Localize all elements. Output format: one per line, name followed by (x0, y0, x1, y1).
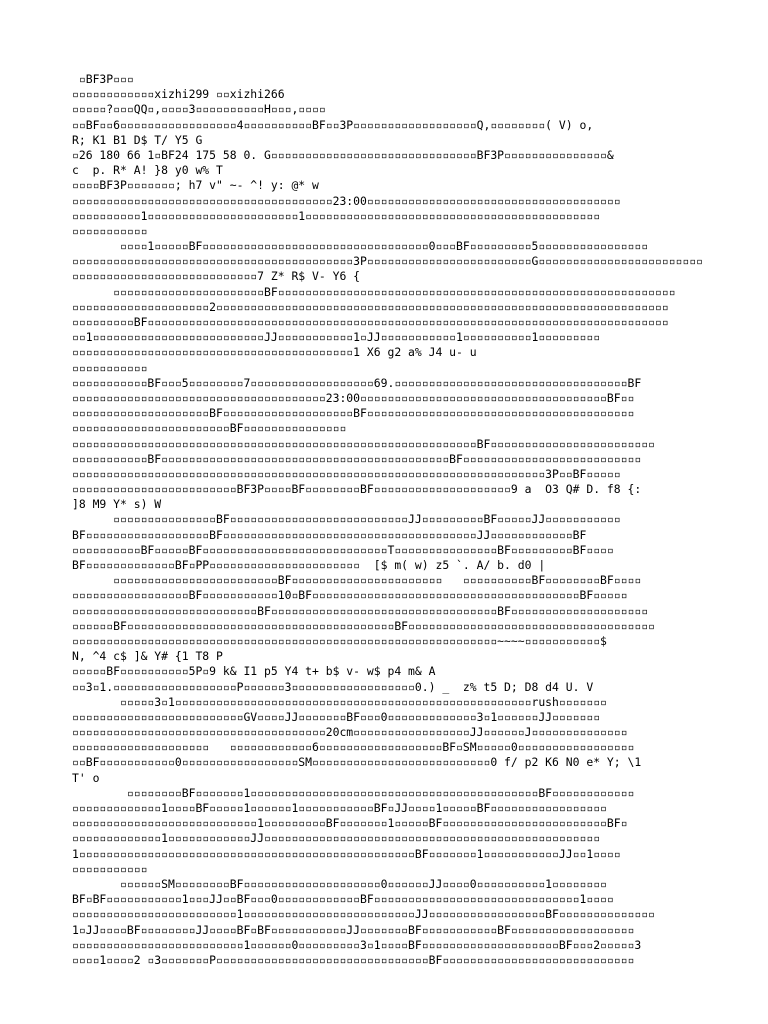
text-line: ▫▫▫▫▫▫▫▫▫▫▫▫▫▫▫▫▫▫▫▫▫▫▫▫▫▫▫▫▫▫▫▫▫▫▫▫▫▫23:00▫▫▫▫▫▫▫▫▫▫▫▫▫▫▫▫▫▫▫▫▫▫▫▫▫▫▫▫▫▫▫▫▫▫▫▫▫ (72, 193, 621, 208)
text-line: BF▫▫▫▫▫▫▫▫▫▫▫▫▫▫▫▫▫▫BF▫▫▫▫▫▫▫▫▫▫▫▫▫▫▫▫▫▫▫▫▫▫▫▫▫▫▫▫▫▫▫▫▫▫▫▫▫JJ▫▫▫▫▫▫▫▫▫▫▫▫BF (72, 527, 587, 542)
text-line: ▫▫▫▫▫▫▫▫▫▫▫▫▫▫▫▫▫▫▫▫▫▫▫▫▫▫▫▫▫▫▫▫▫▫▫▫▫▫▫▫▫▫▫▫▫▫▫▫▫▫▫▫▫▫▫▫▫▫▫▫▫▫~~~~▫▫▫▫▫▫▫▫▫▫▫$ (72, 633, 607, 648)
text-line: ▫▫▫▫▫▫▫▫▫▫▫▫▫▫▫▫▫▫▫▫▫▫▫▫BF3P▫▫▫▫BF▫▫▫▫▫▫▫▫BF▫▫▫▫▫▫▫▫▫▫▫▫▫▫▫▫▫▫▫▫9 a O3 Q# D. f8 {: (72, 482, 642, 497)
text-line: ▫▫BF▫▫▫▫▫▫▫▫▫▫▫0▫▫▫▫▫▫▫▫▫▫▫▫▫▫▫▫▫SM▫▫▫▫▫▫▫▫▫▫▫▫▫▫▫▫▫▫▫▫▫▫▫▫▫▫0 f/ p2 K6 N0 e* Y; \1 (72, 755, 642, 770)
text-line: ▫▫▫▫▫▫▫▫▫▫▫▫▫▫▫▫▫▫▫▫▫▫▫▫▫▫▫1▫▫▫▫▫▫▫▫▫BF▫▫▫▫▫▫▫1▫▫▫▫▫BF▫▫▫▫▫▫▫▫▫▫▫▫▫▫▫▫▫▫▫▫▫▫▫▫BF▫ (72, 816, 628, 831)
text-line: ▫▫▫▫▫▫▫▫▫▫▫ (72, 360, 148, 375)
document-page (72, 72, 712, 968)
text-line: ▫▫▫▫▫▫▫▫▫▫▫▫▫▫▫▫▫▫▫▫▫▫▫▫▫1▫▫▫▫▫▫0▫▫▫▫▫▫▫▫▫3▫1▫▫▫▫BF▫▫▫▫▫▫▫▫▫▫▫▫▫▫▫▫▫▫▫▫BF▫▫▫2▫▫▫▫▫3 (72, 937, 642, 952)
text-line: ▫▫▫▫▫▫▫▫▫▫▫▫▫▫▫▫▫▫▫▫▫▫▫BF▫▫▫▫▫▫▫▫▫▫▫▫▫▫▫ (72, 421, 347, 436)
text-line: ▫▫▫▫BF3P▫▫▫▫▫▫▫; h7 v" ~- ^! y: @* w (72, 178, 319, 193)
text-line: ▫▫▫▫▫▫▫▫▫▫▫▫▫▫▫▫▫▫▫▫▫▫▫▫1▫▫▫▫▫▫▫▫▫▫▫▫▫▫▫▫▫▫▫▫▫▫▫▫▫JJ▫▫▫▫▫▫▫▫▫▫▫▫▫▫▫▫▫BF▫▫▫▫▫▫▫▫▫▫▫▫▫▫ (72, 907, 655, 922)
text-line: ▫26 180 66 1▫BF24 175 58 0. G▫▫▫▫▫▫▫▫▫▫▫▫▫▫▫▫▫▫▫▫▫▫▫▫▫▫▫▫▫▫BF3P▫▫▫▫▫▫▫▫▫▫▫▫▫▫▫& (72, 147, 614, 162)
text-line: ▫▫▫▫▫3▫1▫▫▫▫▫▫▫▫▫▫▫▫▫▫▫▫▫▫▫▫▫▫▫▫▫▫▫▫▫▫▫▫▫▫▫▫▫▫▫▫▫▫▫▫▫▫▫▫▫▫▫▫rush▫▫▫▫▫▫▫ (72, 694, 607, 709)
text-line: ▫▫▫▫▫▫▫▫▫▫▫▫▫▫▫▫▫▫▫▫2▫▫▫▫▫▫▫▫▫▫▫▫▫▫▫▫▫▫▫▫▫▫▫▫▫▫▫▫▫▫▫▫▫▫▫▫▫▫▫▫▫▫▫▫▫▫▫▫▫▫▫▫▫▫▫▫▫▫▫▫▫▫▫▫▫▫ (72, 299, 669, 314)
text-line: 1▫▫▫▫▫▫▫▫▫▫▫▫▫▫▫▫▫▫▫▫▫▫▫▫▫▫▫▫▫▫▫▫▫▫▫▫▫▫▫▫▫▫▫▫▫▫▫▫▫BF▫▫▫▫▫▫▫1▫▫▫▫▫▫▫▫▫▫▫JJ▫▫1▫▫▫▫ (72, 846, 621, 861)
text-line: ▫▫▫▫1▫▫▫▫▫BF▫▫▫▫▫▫▫▫▫▫▫▫▫▫▫▫▫▫▫▫▫▫▫▫▫▫▫▫▫▫▫▫▫0▫▫▫BF▫▫▫▫▫▫▫▫▫5▫▫▫▫▫▫▫▫▫▫▫▫▫▫▫▫ (72, 239, 649, 254)
text-line: ▫▫▫▫▫▫▫▫▫▫▫▫▫▫▫▫▫▫▫▫▫▫▫▫▫▫▫▫▫▫▫▫▫▫▫▫▫20cm▫▫▫▫▫▫▫▫▫▫▫▫▫▫▫▫▫JJ▫▫▫▫▫▫J▫▫▫▫▫▫▫▫▫▫▫▫▫▫ (72, 725, 628, 740)
text-line: ▫▫▫▫1▫▫▫▫2 ▫3▫▫▫▫▫▫▫P▫▫▫▫▫▫▫▫▫▫▫▫▫▫▫▫▫▫▫▫▫▫▫▫▫▫▫▫▫▫▫BF▫▫▫▫▫▫▫▫▫▫▫▫▫▫▫▫▫▫▫▫▫▫▫▫▫▫▫▫ (72, 952, 635, 967)
text-line: ▫▫▫▫▫▫▫▫▫▫▫BF▫▫▫▫▫▫▫▫▫▫▫▫▫▫▫▫▫▫▫▫▫▫▫▫▫▫▫▫▫▫▫▫▫▫▫▫▫▫▫▫▫▫BF▫▫▫▫▫▫▫▫▫▫▫▫▫▫▫▫▫▫▫▫▫▫▫▫▫▫ (72, 451, 642, 466)
text-line: ▫▫▫▫▫▫▫▫▫▫▫▫▫▫▫BF▫▫▫▫▫▫▫▫▫▫▫▫▫▫▫▫▫▫▫▫▫▫▫▫▫▫JJ▫▫▫▫▫▫▫▫▫BF▫▫▫▫▫JJ▫▫▫▫▫▫▫▫▫▫▫ (72, 512, 621, 527)
text-line: ▫▫▫▫▫▫▫▫▫▫▫▫▫▫▫▫▫▫▫▫▫▫▫▫▫▫▫BF▫▫▫▫▫▫▫▫▫▫▫▫▫▫▫▫▫▫▫▫▫▫▫▫▫▫▫▫▫▫▫▫▫BF▫▫▫▫▫▫▫▫▫▫▫▫▫▫▫▫▫▫▫▫ (72, 603, 649, 618)
text-line: ▫▫▫▫▫▫▫▫▫▫▫▫▫▫▫▫▫BF▫▫▫▫▫▫▫▫▫▫▫10▫BF▫▫▫▫▫▫▫▫▫▫▫▫▫▫▫▫▫▫▫▫▫▫▫▫▫▫▫▫▫▫▫▫▫▫▫▫▫▫▫BF▫▫▫▫▫ (72, 588, 628, 603)
text-line: ▫▫▫▫▫▫▫▫▫▫▫▫▫▫▫▫▫▫▫▫▫▫▫▫▫▫▫▫▫▫▫▫▫▫▫▫▫23:00▫▫▫▫▫▫▫▫▫▫▫▫▫▫▫▫▫▫▫▫▫▫▫▫▫▫▫▫▫▫▫▫▫▫▫▫BF▫▫ (72, 390, 635, 405)
text-line: ▫▫▫▫▫▫▫▫▫▫▫▫▫▫▫▫▫▫▫▫▫▫▫▫▫▫▫7 Z* R$ V- Y6 { (72, 269, 361, 284)
text-line: ▫▫1▫▫▫▫▫▫▫▫▫▫▫▫▫▫▫▫▫▫▫▫▫▫▫▫▫JJ▫▫▫▫▫▫▫▫▫▫▫1▫JJ▫▫▫▫▫▫▫▫▫▫▫1▫▫▫▫▫▫▫▫▫▫1▫▫▫▫▫▫▫▫▫ (72, 330, 601, 345)
text-line: ▫▫▫▫▫▫▫▫▫▫▫ (72, 223, 148, 238)
text-line: ▫▫▫▫▫▫▫▫▫▫▫▫▫▫▫▫▫▫▫▫BF▫▫▫▫▫▫▫▫▫▫▫▫▫▫▫▫▫▫▫BF▫▫▫▫▫▫▫▫▫▫▫▫▫▫▫▫▫▫▫▫▫▫▫▫▫▫▫▫▫▫▫▫▫▫▫▫▫▫▫ (72, 406, 635, 421)
text-line: ▫▫▫▫▫▫▫▫▫▫▫ (72, 861, 148, 876)
text-line: ▫▫3▫1.▫▫▫▫▫▫▫▫▫▫▫▫▫▫▫▫▫▫P▫▫▫▫▫▫3▫▫▫▫▫▫▫▫▫▫▫▫▫▫▫▫▫▫0.) _ z% t5 D; D8 d4 U. V (72, 679, 594, 694)
text-line: ]8 M9 Y* s) W (72, 497, 162, 512)
text-line: ▫▫▫▫▫▫▫▫▫▫▫▫▫1▫▫▫▫BF▫▫▫▫▫1▫▫▫▫▫▫1▫▫▫▫▫▫▫▫▫▫▫BF▫JJ▫▫▫▫1▫▫▫▫▫BF▫▫▫▫▫▫▫▫▫▫▫▫▫▫▫▫▫ (72, 801, 607, 815)
text-line: ▫▫BF▫▫6▫▫▫▫▫▫▫▫▫▫▫▫▫▫▫▫▫4▫▫▫▫▫▫▫▫▫▫BF▫▫3P▫▫▫▫▫▫▫▫▫▫▫▫▫▫▫▫▫▫Q,▫▫▫▫▫▫▫▫( V) o, (72, 117, 594, 132)
text-line: BF▫▫▫▫▫▫▫▫▫▫▫▫▫BF▫PP▫▫▫▫▫▫▫▫▫▫▫▫▫▫▫▫▫▫▫▫▫▫ [$ m( w) z5 `. A/ b. d0 | (72, 558, 546, 572)
text-line: ▫▫▫▫▫▫▫▫▫▫▫▫▫▫▫▫▫▫▫▫ ▫▫▫▫▫▫▫▫▫▫▫▫6▫▫▫▫▫▫▫▫▫▫▫▫▫▫▫▫▫▫BF▫SM▫▫▫▫▫0▫▫▫▫▫▫▫▫▫▫▫▫▫▫▫▫▫ (72, 740, 635, 755)
text-line: T' o (72, 770, 100, 785)
text-line: ▫▫▫▫▫▫▫▫▫▫▫▫▫▫▫▫▫▫▫▫▫▫▫▫▫▫▫▫▫▫▫▫▫▫▫▫▫▫▫▫▫1 X6 g2 a% J4 u- u (72, 345, 477, 360)
text-line: ▫▫▫▫▫▫▫▫▫▫▫▫▫▫▫▫▫▫▫▫▫▫BF▫▫▫▫▫▫▫▫▫▫▫▫▫▫▫▫▫▫▫▫▫▫▫▫▫▫▫▫▫▫▫▫▫▫▫▫▫▫▫▫▫▫▫▫▫▫▫▫▫▫▫▫▫▫▫▫▫▫ (72, 284, 676, 299)
text-line: ▫▫▫▫▫▫▫▫▫▫1▫▫▫▫▫▫▫▫▫▫▫▫▫▫▫▫▫▫▫▫▫▫1▫▫▫▫▫▫▫▫▫▫▫▫▫▫▫▫▫▫▫▫▫▫▫▫▫▫▫▫▫▫▫▫▫▫▫▫▫▫▫▫▫▫▫ (72, 208, 601, 223)
text-line: R; K1 B1 D$ T/ Y5 G (72, 132, 203, 147)
text-line: ▫▫▫▫▫BF▫▫▫▫▫▫▫▫▫▫5P▫9 k& I1 p5 Y4 t+ b$ v- w$ p4 m& A (72, 664, 436, 679)
text-line: ▫▫▫▫▫?▫▫▫QQ▫,▫▫▫▫3▫▫▫▫▫▫▫▫▫▫H▫▫▫,▫▫▫▫ (72, 102, 326, 117)
text-line: ▫▫▫▫▫▫▫▫▫▫▫▫▫▫▫▫▫▫▫▫▫▫▫▫▫▫▫▫▫▫▫▫▫▫▫▫▫▫▫▫▫3P▫▫▫▫▫▫▫▫▫▫▫▫▫▫▫▫▫▫▫▫▫▫▫▫G▫▫▫▫▫▫▫▫▫▫▫▫▫▫▫▫▫▫▫▫▫▫▫▫ (72, 254, 703, 269)
text-line: ▫▫▫▫▫▫▫▫▫▫▫▫▫▫▫▫▫▫▫▫▫▫▫▫▫GV▫▫▫▫JJ▫▫▫▫▫▫▫BF▫▫▫0▫▫▫▫▫▫▫▫▫▫▫▫▫3▫1▫▫▫▫▫▫JJ▫▫▫▫▫▫▫ (72, 709, 601, 724)
text-line: BF▫BF▫▫▫▫▫▫▫▫▫▫▫1▫▫▫JJ▫▫BF▫▫▫0▫▫▫▫▫▫▫▫▫▫▫▫BF▫▫▫▫▫▫▫▫▫▫▫▫▫▫▫▫▫▫▫▫▫▫▫▫▫▫▫▫▫▫1▫▫▫▫ (72, 892, 614, 907)
text-line: ▫▫▫▫▫▫▫▫BF▫▫▫▫▫▫▫1▫▫▫▫▫▫▫▫▫▫▫▫▫▫▫▫▫▫▫▫▫▫▫▫▫▫▫▫▫▫▫▫▫▫▫▫▫▫▫▫▫▫BF▫▫▫▫▫▫▫▫▫▫▫▫ (72, 785, 635, 800)
text-line: c p. R* A! }8 y0 w% T (72, 163, 223, 178)
text-line: ▫▫▫▫▫▫▫▫▫▫▫▫▫1▫▫▫▫▫▫▫▫▫▫▫▫JJ▫▫▫▫▫▫▫▫▫▫▫▫▫▫▫▫▫▫▫▫▫▫▫▫▫▫▫▫▫▫▫▫▫▫▫▫▫▫▫▫▫▫▫▫▫▫▫▫▫ (72, 831, 601, 846)
text-line: ▫BF3P▫▫▫ (72, 72, 134, 86)
text-line: ▫▫▫▫▫▫BF▫▫▫▫▫▫▫▫▫▫▫▫▫▫▫▫▫▫▫▫▫▫▫▫▫▫▫▫▫▫▫▫▫▫▫▫▫▫▫BF▫▫▫▫▫▫▫▫▫▫▫▫▫▫▫▫▫▫▫▫▫▫▫▫▫▫▫▫▫▫▫▫▫▫▫▫ (72, 618, 655, 633)
text-line: ▫▫▫▫▫▫▫▫▫▫▫▫▫▫▫▫▫▫▫▫▫▫▫▫▫▫▫▫▫▫▫▫▫▫▫▫▫▫▫▫▫▫▫▫▫▫▫▫▫▫▫▫▫▫▫▫▫▫▫▫▫▫▫▫▫▫▫▫▫3P▫▫BF▫▫▫▫▫ (72, 466, 621, 481)
text-line: N, ^4 c$ ]& Y# {1 T8 P (72, 649, 223, 664)
text-line: ▫▫▫▫▫▫▫▫▫▫BF▫▫▫▫▫BF▫▫▫▫▫▫▫▫▫▫▫▫▫▫▫▫▫▫▫▫▫▫▫▫▫▫▫T▫▫▫▫▫▫▫▫▫▫▫▫▫▫▫BF▫▫▫▫▫▫▫▫▫BF▫▫▫▫ (72, 542, 614, 557)
text-line: ▫▫▫▫▫▫SM▫▫▫▫▫▫▫▫BF▫▫▫▫▫▫▫▫▫▫▫▫▫▫▫▫▫▫▫▫0▫▫▫▫▫▫JJ▫▫▫▫0▫▫▫▫▫▫▫▫▫▫1▫▫▫▫▫▫▫▫ (72, 876, 607, 891)
text-line: ▫▫▫▫▫▫▫▫▫▫▫▫▫▫▫▫▫▫▫▫▫▫▫▫▫▫▫▫▫▫▫▫▫▫▫▫▫▫▫▫▫▫▫▫▫▫▫▫▫▫▫▫▫▫▫▫▫▫▫BF▫▫▫▫▫▫▫▫▫▫▫▫▫▫▫▫▫▫▫▫▫▫▫▫ (72, 436, 655, 451)
text-line: ▫▫▫▫▫▫▫▫▫▫▫▫▫▫▫▫▫▫▫▫▫▫▫▫BF▫▫▫▫▫▫▫▫▫▫▫▫▫▫▫▫▫▫▫▫▫▫ ▫▫▫▫▫▫▫▫▫▫BF▫▫▫▫▫▫▫▫BF▫▫▫▫ (72, 573, 642, 588)
text-line: 1▫JJ▫▫▫▫BF▫▫▫▫▫▫▫▫JJ▫▫▫▫BF▫BF▫▫▫▫▫▫▫▫▫▫▫JJ▫▫▫▫▫▫▫BF▫▫▫▫▫▫▫▫▫▫▫BF▫▫▫▫▫▫▫▫▫▫▫▫▫▫▫▫▫▫ (72, 922, 635, 937)
text-line: ▫▫▫▫▫▫▫▫▫BF▫▫▫▫▫▫▫▫▫▫▫▫▫▫▫▫▫▫▫▫▫▫▫▫▫▫▫▫▫▫▫▫▫▫▫▫▫▫▫▫▫▫▫▫▫▫▫▫▫▫▫▫▫▫▫▫▫▫▫▫▫▫▫▫▫▫▫▫▫▫▫▫▫▫▫▫ (72, 315, 669, 329)
text-line: ▫▫▫▫▫▫▫▫▫▫▫▫xizhi299 ▫▫xizhi266 (72, 87, 285, 102)
text-line: ▫▫▫▫▫▫▫▫▫▫▫BF▫▫▫5▫▫▫▫▫▫▫▫7▫▫▫▫▫▫▫▫▫▫▫▫▫▫▫▫▫▫69.▫▫▫▫▫▫▫▫▫▫▫▫▫▫▫▫▫▫▫▫▫▫▫▫▫▫▫▫▫▫▫▫▫▫BF (72, 375, 642, 390)
